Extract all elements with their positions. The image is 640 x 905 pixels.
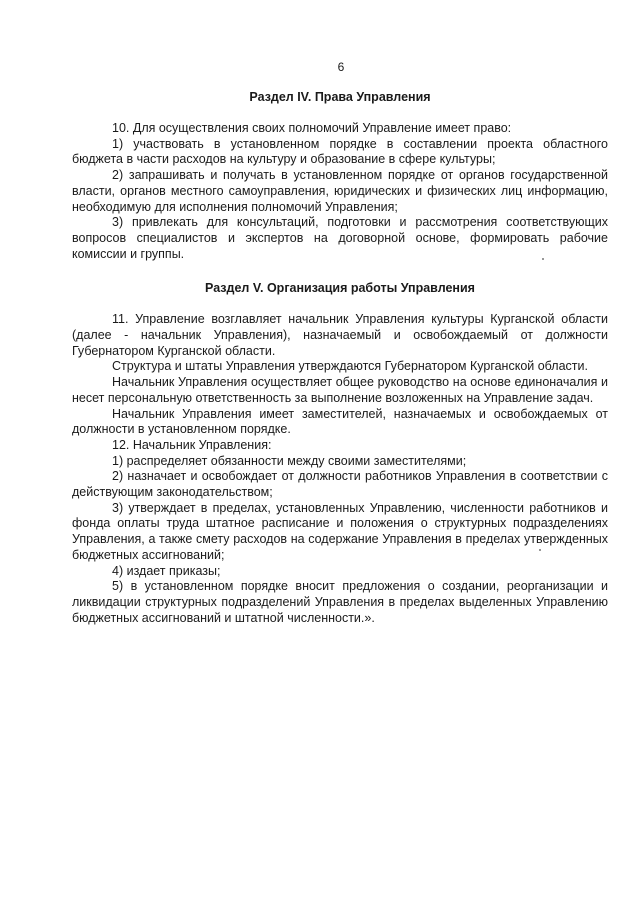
section-4-heading: Раздел IV. Права Управления	[249, 90, 431, 104]
section-5-paragraph: Структура и штаты Управления утверждаются Губернатором Курганской области.	[112, 359, 588, 374]
section-5-heading: Раздел V. Организация работы Управления	[205, 281, 475, 296]
section-4-paragraph: 2) запрашивать и получать в установленном порядке от органов государственной власти, органов местного самоуправления, юридических и физических лиц информацию, необходимую для исполнения полномочий Управления;	[72, 168, 608, 214]
section-5-paragraph: 5) в установленном порядке вносит предложения о создании, реорганизации и ликвидации структурных подразделений Управления в пределах выделенных Управлению бюджетных ассигнований и штатной численности.».	[72, 579, 608, 625]
document-page	[72, 60, 608, 626]
scan-speck	[539, 549, 541, 551]
section-5-paragraph: Начальник Управления имеет заместителей, назначаемых и освобождаемых от должности в установленном порядке.	[72, 406, 608, 437]
section-4-paragraph: 1) участвовать в установленном порядке в составлении проекта областного бюджета в части расходов на культуру и образование в сфере культуры;	[72, 136, 608, 167]
section-5-paragraph: 12. Начальник Управления:	[112, 437, 272, 452]
section-5-paragraph: Начальник Управления осуществляет общее руководство на основе единоначалия и несет персональную ответственность за выполнение возложенных на Управление задач.	[72, 375, 608, 405]
section-5-paragraph: 2) назначает и освобождает от должности работников Управления в соответствии с действующим законодательством;	[72, 469, 608, 500]
section-4-paragraph: 3) привлекать для консультаций, подготовки и рассмотрения соответствующих вопросов специалистов и экспертов на договорной основе, формировать рабочие комиссии и группы.	[72, 215, 608, 261]
section-4-paragraph: 10. Для осуществления своих полномочий Управление имеет право:	[112, 121, 512, 135]
section-5-paragraph: 3) утверждает в пределах, установленных Управлению, численности работников и фонда оплаты труда штатное расписание и положения о структурных подразделениях Управления, а также смету расходов на содержание Управления в пределах утвержденных бюджетных ассигнований;	[72, 500, 608, 562]
section-5-paragraph: 4) издает приказы;	[112, 563, 221, 578]
page-number: 6	[337, 60, 345, 74]
scan-speck	[542, 258, 544, 260]
section-5-paragraph: 11. Управление возглавляет начальник Управления культуры Курганской области (далее - начальник Управления), назначаемый и освобождаемый от должности Губернатором Курганской области.	[72, 312, 608, 358]
section-5-paragraph: 1) распределяет обязанности между своими заместителями;	[112, 453, 467, 468]
